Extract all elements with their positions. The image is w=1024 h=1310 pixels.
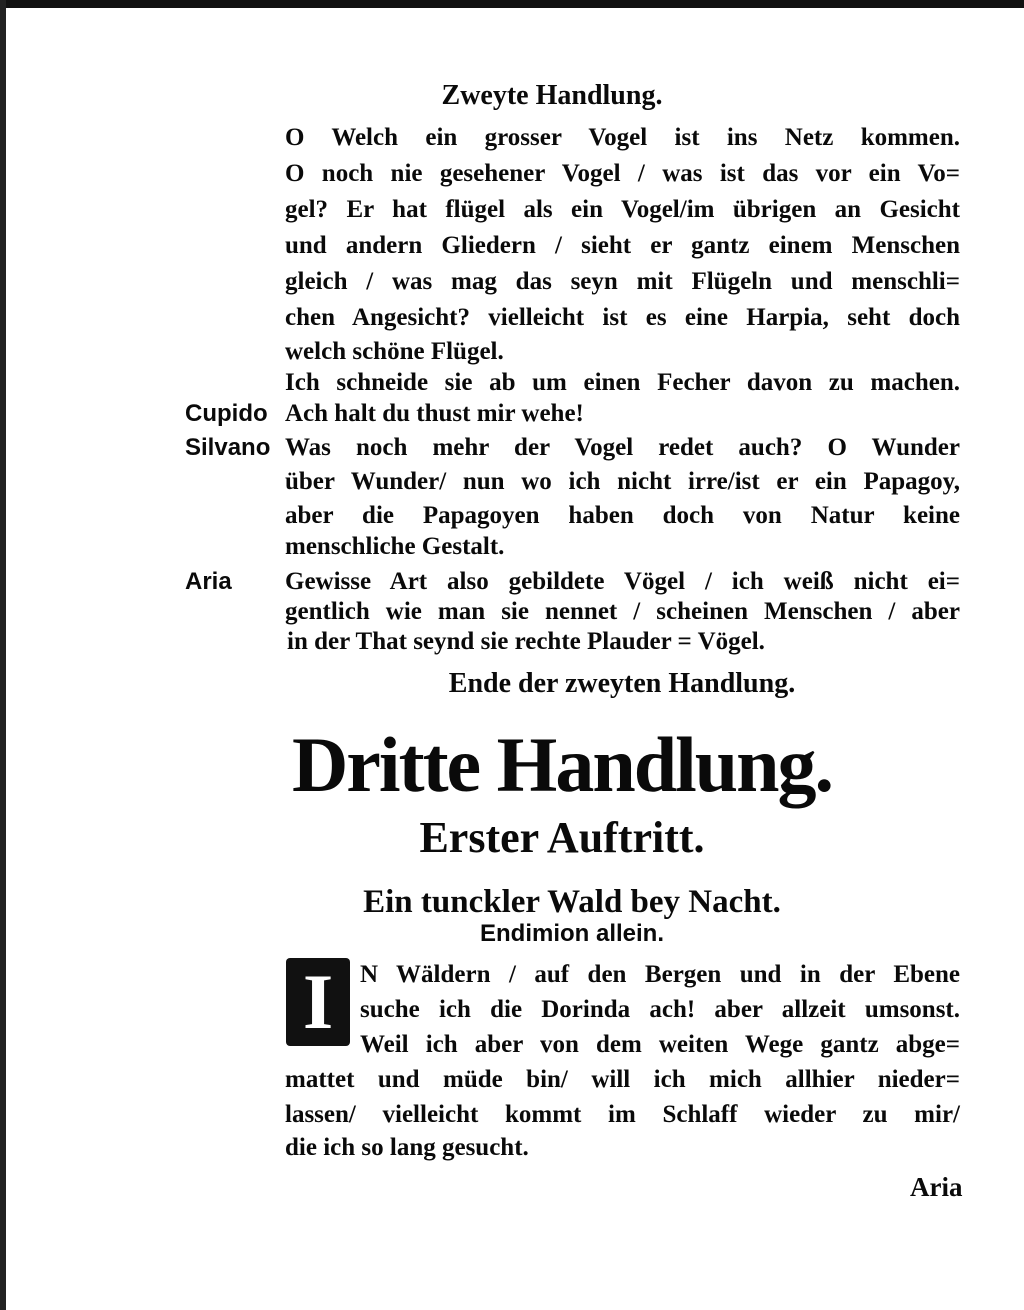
text-line: in der That seynd sie rechte Plauder = Vögel.: [287, 628, 765, 655]
text-line: und andern Gliedern / sieht er gantz einem Menschen: [285, 232, 960, 259]
act-title: Dritte Handlung.: [291, 721, 833, 808]
text-line: Ich schneide sie ab um einen Fecher davon zu machen.: [285, 369, 960, 396]
text-line: welch schöne Flügel.: [285, 338, 504, 365]
scan-border: [0, 0, 6, 1310]
text-line: menschliche Gestalt.: [285, 533, 505, 560]
text-line: die ich so lang gesucht.: [285, 1134, 529, 1161]
speaker-aria: Aria: [185, 568, 232, 595]
catchword: Aria: [910, 1172, 963, 1202]
running-head: Zweyte Handlung.: [441, 80, 663, 111]
text-line: mattet und müde bin/ will ich mich allhier nieder=: [285, 1066, 960, 1093]
speaker-silvano: Silvano: [185, 434, 271, 461]
text-line: Gewisse Art also gebildete Vögel / ich weiß nicht ei=: [285, 568, 960, 595]
text-line: über Wunder/ nun wo ich nicht irre/ist er ein Papagoy,: [285, 468, 960, 495]
text-line: aber die Papagoyen haben doch von Natur keine: [285, 502, 960, 529]
text-line: Ach halt du thust mir wehe!: [285, 400, 584, 427]
text-line: chen Angesicht? vielleicht ist es eine Harpia, seht doch: [285, 304, 960, 331]
text-line: O Welch ein grosser Vogel ist ins Netz kommen.: [285, 124, 960, 151]
text-line: suche ich die Dorinda ach! aber allzeit umsonst.: [360, 996, 960, 1023]
scene-setting: Ein tunckler Wald bey Nacht.: [363, 884, 781, 920]
text-line: lassen/ vielleicht kommt im Schlaff wieder zu mir/: [285, 1101, 960, 1128]
text-line: N Wäldern / auf den Bergen und in der Ebene: [360, 961, 960, 988]
text-line: gleich / was mag das seyn mit Flügeln und menschli=: [285, 268, 960, 295]
scan-border: [0, 0, 1024, 8]
text-line: Weil ich aber von dem weiten Wege gantz abge=: [360, 1031, 960, 1058]
character-note: Endimion allein.: [479, 920, 665, 947]
speaker-cupido: Cupido: [185, 400, 268, 427]
text-line: gel? Er hat flügel als ein Vogel/im übrigen an Gesicht: [285, 196, 960, 223]
text-line: gentlich wie man sie nennet / scheinen Menschen / aber: [285, 598, 960, 625]
text-line: Was noch mehr der Vogel redet auch? O Wunder: [285, 434, 960, 461]
text-line: O noch nie gesehener Vogel / was ist das vor ein Vo=: [285, 160, 960, 187]
scene-title: Erster Auftritt.: [419, 813, 705, 862]
drop-cap: I: [286, 958, 350, 1046]
act-end: Ende der zweyten Handlung.: [448, 668, 796, 699]
